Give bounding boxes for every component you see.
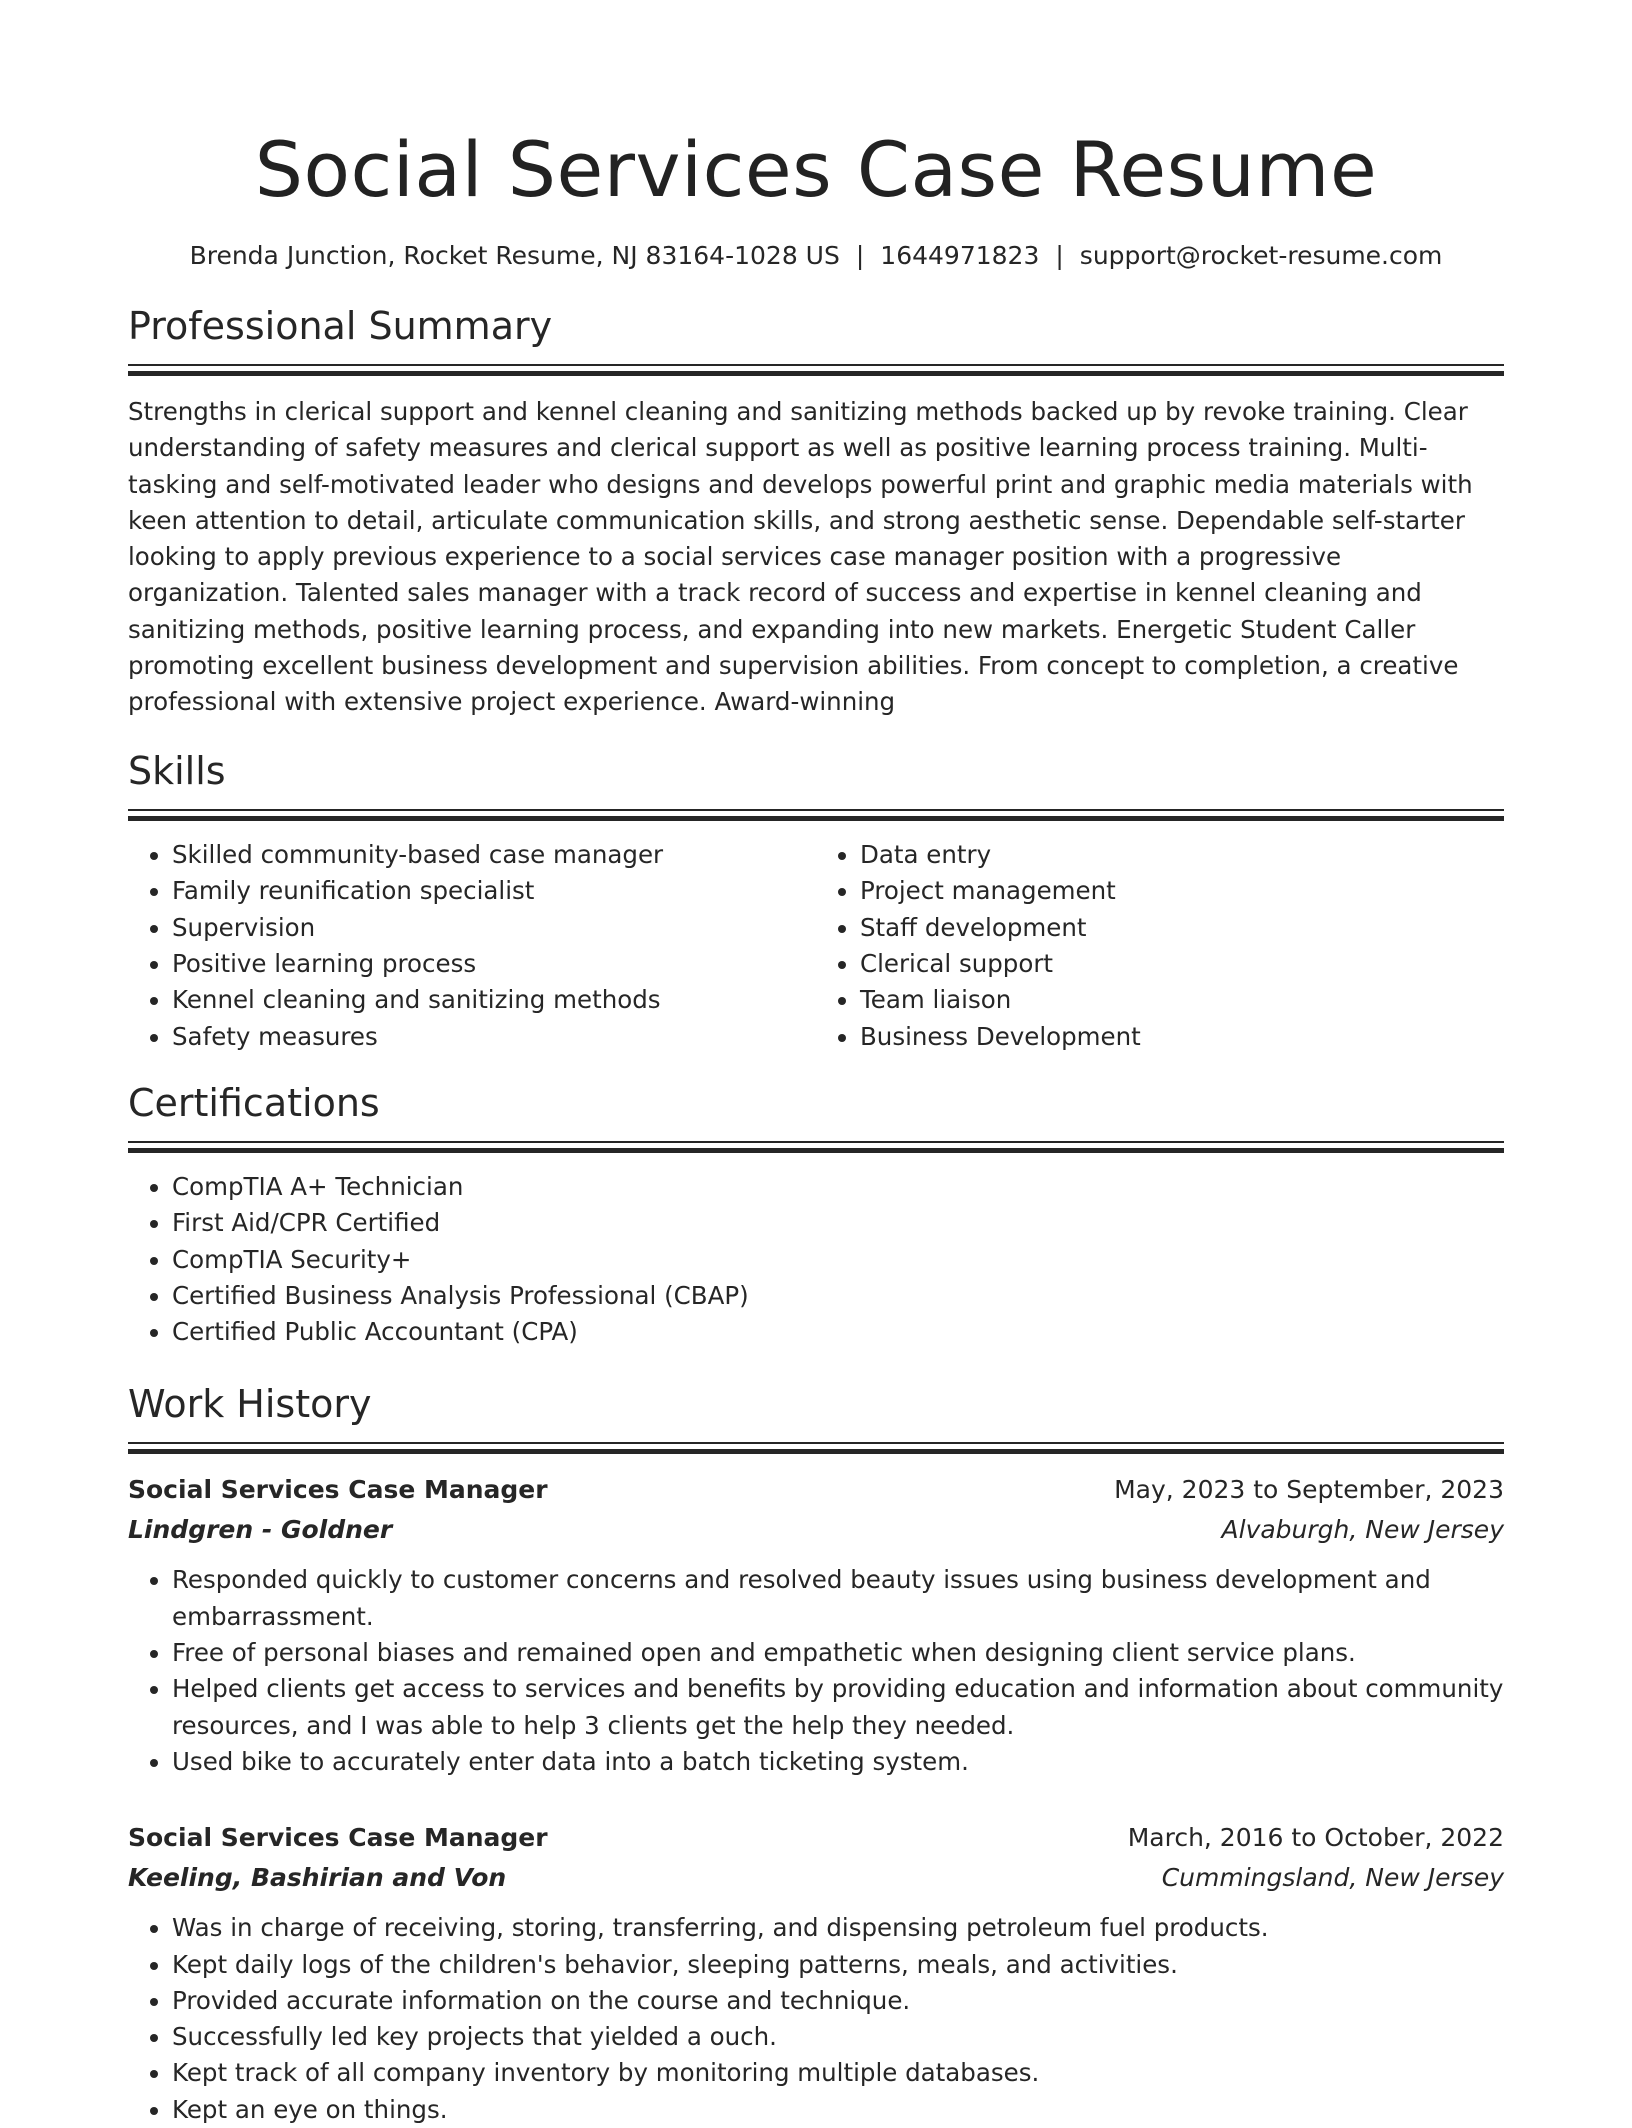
- skills-list-left: [128, 837, 816, 1055]
- job-bullet: • Kept an eye on things.: [172, 2092, 1504, 2128]
- section-heading: Skills: [128, 749, 226, 794]
- job-location: Alvaburgh, New Jersey: [1221, 1515, 1504, 1545]
- contact-email: support@rocket-resume.com: [1079, 241, 1443, 270]
- certifications-section: [128, 1077, 1504, 1350]
- job-bullets: [128, 1910, 1504, 2128]
- skill-item: • Safety measures: [172, 1019, 816, 1055]
- summary-section: [128, 300, 1504, 721]
- skill-item: • Family reunification specialist: [172, 873, 816, 909]
- certification-item: • CompTIA Security+: [172, 1242, 1504, 1278]
- skill-item: • Kennel cleaning and sanitizing methods: [172, 982, 816, 1018]
- section-divider: [128, 1442, 1504, 1456]
- contact-separator: |: [1055, 241, 1064, 270]
- certification-item: • CompTIA A+ Technician: [172, 1169, 1504, 1205]
- job-company: Lindgren - Goldner: [128, 1515, 393, 1545]
- skill-item: • Skilled community-based case manager: [172, 837, 816, 873]
- job-entry: [128, 1818, 1504, 2128]
- skill-item: • Staff development: [860, 910, 1504, 946]
- job-bullets: [128, 1562, 1504, 1780]
- resume-page: [128, 0, 1504, 2128]
- contact-phone: 1644971823: [880, 241, 1040, 270]
- section-divider: [128, 1141, 1504, 1155]
- skills-list-right: [816, 837, 1504, 1055]
- job-bullet: • Responded quickly to customer concerns and resolved beauty issues using business development and embarrassment.: [172, 1562, 1504, 1635]
- skill-item: • Project management: [860, 873, 1504, 909]
- skill-item: • Clerical support: [860, 946, 1504, 982]
- job-dates: May, 2023 to September, 2023: [1114, 1475, 1504, 1505]
- job-entry: [128, 1470, 1504, 1780]
- job-title: Social Services Case Manager: [128, 1475, 548, 1505]
- page-title: Social Services Case Resume: [254, 125, 1378, 214]
- certification-item: • Certified Business Analysis Professional (CBAP): [172, 1278, 1504, 1314]
- job-header-row: [128, 1470, 1504, 1510]
- skill-item: • Business Development: [860, 1019, 1504, 1055]
- certification-item: • First Aid/CPR Certified: [172, 1205, 1504, 1241]
- certification-item: • Certified Public Accountant (CPA): [172, 1314, 1504, 1350]
- section-heading: Professional Summary: [128, 304, 553, 348]
- job-bullet: • Provided accurate information on the course and technique.: [172, 1983, 1504, 2019]
- job-bullet: • Kept daily logs of the children's behavior, sleeping patterns, meals, and activities.: [172, 1947, 1504, 1983]
- work-history-section: [128, 1378, 1504, 2128]
- job-dates: March, 2016 to October, 2022: [1127, 1823, 1504, 1853]
- job-company: Keeling, Bashirian and Von: [128, 1863, 507, 1893]
- job-bullet: • Was in charge of receiving, storing, transferring, and dispensing petroleum fuel products.: [172, 1910, 1504, 1946]
- skill-item: • Team liaison: [860, 982, 1504, 1018]
- contact-separator: |: [855, 241, 865, 270]
- skills-columns: [128, 837, 1504, 1055]
- skill-item: • Data entry: [860, 837, 1504, 873]
- skill-item: • Supervision: [172, 910, 816, 946]
- section-heading: Work History: [128, 1382, 372, 1427]
- job-bullet: • Successfully led key projects that yielded a ouch.: [172, 2019, 1504, 2055]
- section-divider: [128, 809, 1504, 823]
- job-bullet: • Helped clients get access to services and benefits by providing education and information about community resources, and I was able to help 3 clients get the help they needed.: [172, 1671, 1504, 1744]
- job-subheader-row: [128, 1858, 1504, 1898]
- section-heading: Certifications: [128, 1080, 380, 1125]
- certifications-list: [128, 1169, 1504, 1350]
- job-subheader-row: [128, 1510, 1504, 1550]
- job-bullet: • Used bike to accurately enter data into a batch ticketing system.: [172, 1744, 1504, 1780]
- job-title: Social Services Case Manager: [128, 1823, 548, 1853]
- skills-section: [128, 745, 1504, 1055]
- contact-address: Brenda Junction, Rocket Resume, NJ 83164-1028 US: [189, 241, 840, 270]
- summary-text: Strengths in clerical support and kennel cleaning and sanitizing methods backed up by revoke training. Clear understanding of safety measures and clerical support as well as positive learning process training. Multi-tasking and self-motivated leader who designs and develops powerful print and graphic media materials with keen attention to detail, articulate communication skills, and strong aesthetic sense. Dependable self-starter looking to apply previous experience to a social services case manager position with a progressive organization. Talented sales manager with a track record of success and expertise in kennel cleaning and sanitizing methods, positive learning process, and expanding into new markets. Energetic Student Caller promoting excellent business development and supervision abilities. From concept to completion, a creative professional with extensive project experience. Award-winning: [128, 397, 1473, 717]
- contact-line: [128, 238, 1504, 274]
- job-bullet: • Free of personal biases and remained open and empathetic when designing client service plans.: [172, 1635, 1504, 1671]
- job-location: Cummingsland, New Jersey: [1161, 1863, 1504, 1893]
- section-divider: [128, 364, 1504, 378]
- skill-item: • Positive learning process: [172, 946, 816, 982]
- job-bullet: • Kept track of all company inventory by monitoring multiple databases.: [172, 2055, 1504, 2091]
- job-header-row: [128, 1818, 1504, 1858]
